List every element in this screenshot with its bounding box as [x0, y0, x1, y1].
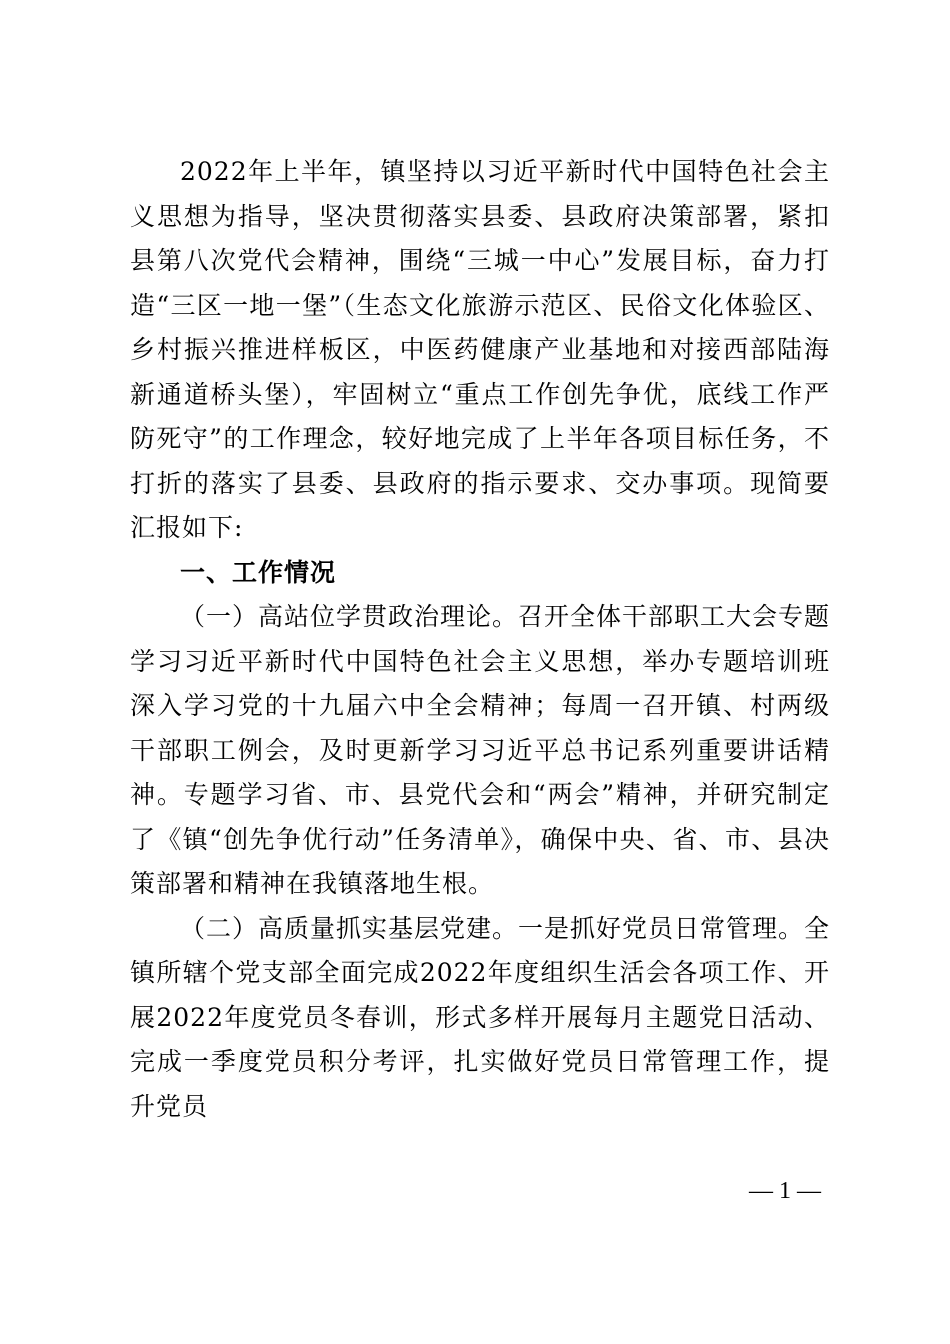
- document-body: [130, 150, 830, 1129]
- section-heading-work-status: 一、工作情况: [180, 557, 337, 587]
- intro-paragraph: 2022年上半年，镇坚持以习近平新时代中国特色社会主义思想为指导，坚决贯彻落实县委、县政府决策部署，紧扣县第八次党代会精神，围绕“三城一中心”发展目标，奋力打造“三区一地一堡”（生态文化旅游示范区、民俗文化体验区、乡村振兴推进样板区，中医药健康产业基地和对接西部陆海新通道桥头堡），牢固树立“重点工作创先争优，底线工作严防死守”的工作理念，较好地完成了上半年各项目标任务，不打折的落实了县委、县政府的指示要求、交办事项。现简要汇报如下:: [130, 157, 830, 542]
- paragraph-political-theory: （一）高站位学贯政治理论。召开全体干部职工大会专题学习习近平新时代中国特色社会主义思想，举办专题培训班深入学习党的十九届六中全会精神；每周一召开镇、村两级干部职工例会，及时更新学习习近平总书记系列重要讲话精神。专题学习省、市、县党代会和“两会”精神，并研究制定了《镇“创先争优行动”任务清单》，确保中央、省、市、县决策部署和精神在我镇落地生根。: [130, 602, 831, 898]
- paragraph-party-building: （二）高质量抓实基层党建。一是抓好党员日常管理。全镇所辖个党支部全面完成2022年度组织生活会各项工作、开展2022年度党员冬春训，形式多样开展每月主题党日活动、完成一季度党员积分考评，扎实做好党员日常管理工作，提升党员: [130, 913, 831, 1121]
- page-number: — 1 —: [749, 1178, 821, 1204]
